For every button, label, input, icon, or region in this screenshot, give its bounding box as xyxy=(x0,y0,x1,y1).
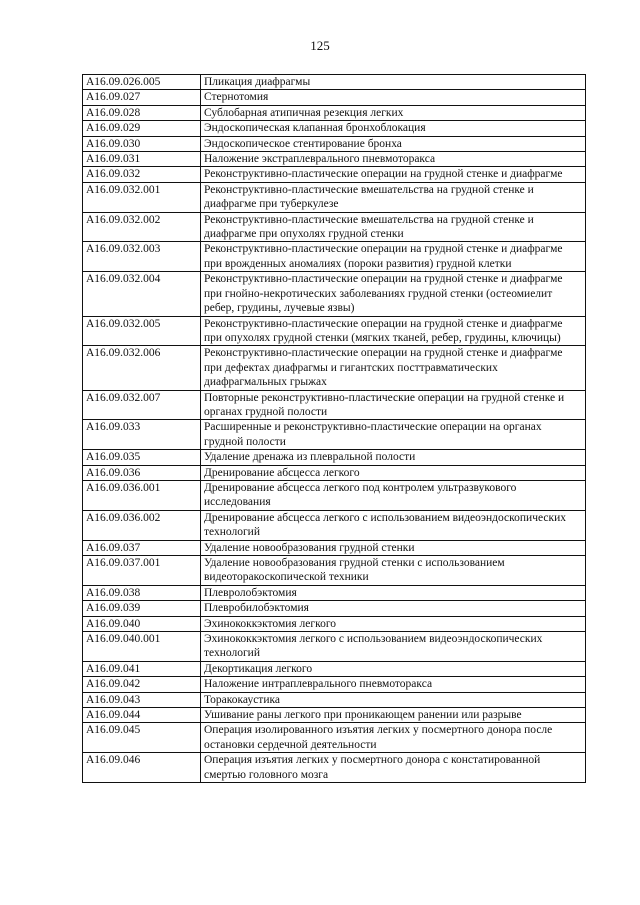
procedure-code: A16.09.036.001 xyxy=(83,480,201,510)
procedure-name: Удаление дренажа из плевральной полости xyxy=(201,450,586,465)
procedure-name: Ушивание раны легкого при проникающем ранении или разрыве xyxy=(201,708,586,723)
procedure-name: Эхинококкэктомия легкого xyxy=(201,616,586,631)
procedure-code: A16.09.046 xyxy=(83,753,201,783)
procedure-name: Дренирование абсцесса легкого xyxy=(201,465,586,480)
procedure-codes-table xyxy=(82,74,586,783)
table-row xyxy=(83,167,586,182)
procedure-name: Реконструктивно-пластические операции на грудной стенке и диафрагме xyxy=(201,167,586,182)
procedure-code: A16.09.041 xyxy=(83,661,201,676)
procedure-code: A16.09.030 xyxy=(83,136,201,151)
table-row xyxy=(83,632,586,662)
procedure-name: Расширенные и реконструктивно-пластические операции на органах грудной полости xyxy=(201,420,586,450)
table-row xyxy=(83,105,586,120)
procedure-name: Реконструктивно-пластические операции на грудной стенке и диафрагме при дефектах диафрагмы и гигантских посттравматических диафрагмальных грыжах xyxy=(201,346,586,390)
procedure-code: A16.09.032 xyxy=(83,167,201,182)
table-row xyxy=(83,242,586,272)
table-body xyxy=(83,75,586,783)
procedure-name: Стернотомия xyxy=(201,90,586,105)
procedure-name: Реконструктивно-пластические операции на грудной стенке и диафрагме при врожденных аномалиях (пороки развития) грудной клетки xyxy=(201,242,586,272)
table-row xyxy=(83,753,586,783)
table-row xyxy=(83,390,586,420)
procedure-code: A16.09.029 xyxy=(83,121,201,136)
procedure-name: Операция изъятия легких у посмертного донора с констатированной смертью головного мозга xyxy=(201,753,586,783)
table-row xyxy=(83,692,586,707)
procedure-code: A16.09.038 xyxy=(83,585,201,600)
procedure-name: Наложение интраплеврального пневмоторакса xyxy=(201,677,586,692)
procedure-name: Реконструктивно-пластические вмешательства на грудной стенке и диафрагме при туберкулезе xyxy=(201,182,586,212)
procedure-name: Эндоскопическая клапанная бронхоблокация xyxy=(201,121,586,136)
procedure-code: A16.09.035 xyxy=(83,450,201,465)
table-row xyxy=(83,723,586,753)
procedure-name: Реконструктивно-пластические вмешательства на грудной стенке и диафрагме при опухолях грудной стенки xyxy=(201,212,586,242)
table-row xyxy=(83,136,586,151)
procedure-name: Реконструктивно-пластические операции на грудной стенке и диафрагме при гнойно-некротических заболеваниях грудной стенки (остеомиелит ребер, грудины, лучевые язвы) xyxy=(201,272,586,316)
procedure-code: A16.09.033 xyxy=(83,420,201,450)
table-row xyxy=(83,601,586,616)
table-row xyxy=(83,677,586,692)
table-row xyxy=(83,346,586,390)
procedure-name: Повторные реконструктивно-пластические операции на грудной стенке и органах грудной полости xyxy=(201,390,586,420)
table-row xyxy=(83,272,586,316)
table-row xyxy=(83,465,586,480)
procedure-name: Декортикация легкого xyxy=(201,661,586,676)
procedure-name: Плевробилобэктомия xyxy=(201,601,586,616)
procedure-code: A16.09.027 xyxy=(83,90,201,105)
procedure-code: A16.09.040.001 xyxy=(83,632,201,662)
procedure-code: A16.09.040 xyxy=(83,616,201,631)
procedure-code: A16.09.039 xyxy=(83,601,201,616)
table-row xyxy=(83,708,586,723)
table-row xyxy=(83,182,586,212)
table-row xyxy=(83,480,586,510)
procedure-code: A16.09.032.005 xyxy=(83,316,201,346)
table-row xyxy=(83,540,586,555)
procedure-code: A16.09.044 xyxy=(83,708,201,723)
procedure-code: A16.09.037.001 xyxy=(83,556,201,586)
procedure-code: A16.09.031 xyxy=(83,152,201,167)
procedure-name: Сублобарная атипичная резекция легких xyxy=(201,105,586,120)
procedure-name: Наложение экстраплеврального пневмоторакса xyxy=(201,152,586,167)
procedure-code: A16.09.042 xyxy=(83,677,201,692)
procedure-name: Эхинококкэктомия легкого с использованием видеоэндоскопических технологий xyxy=(201,632,586,662)
procedure-name: Торакокаустика xyxy=(201,692,586,707)
table-row xyxy=(83,450,586,465)
procedure-code: A16.09.032.001 xyxy=(83,182,201,212)
procedure-code: A16.09.043 xyxy=(83,692,201,707)
table-row xyxy=(83,585,586,600)
procedure-code: A16.09.032.004 xyxy=(83,272,201,316)
table-row xyxy=(83,121,586,136)
table-row xyxy=(83,616,586,631)
procedure-name: Удаление новообразования грудной стенки с использованием видеоторакоскопической техники xyxy=(201,556,586,586)
table-row xyxy=(83,90,586,105)
procedure-code: A16.09.026.005 xyxy=(83,75,201,90)
table-row xyxy=(83,420,586,450)
procedure-code: A16.09.032.007 xyxy=(83,390,201,420)
procedure-name: Эндоскопическое стентирование бронха xyxy=(201,136,586,151)
procedure-code: A16.09.037 xyxy=(83,540,201,555)
procedure-name: Пликация диафрагмы xyxy=(201,75,586,90)
table-row xyxy=(83,212,586,242)
procedure-code: A16.09.036.002 xyxy=(83,510,201,540)
table-row xyxy=(83,152,586,167)
procedure-code: A16.09.032.003 xyxy=(83,242,201,272)
table-row xyxy=(83,556,586,586)
table-row xyxy=(83,510,586,540)
table-row xyxy=(83,661,586,676)
procedure-name: Операция изолированного изъятия легких у посмертного донора после остановки сердечной деятельности xyxy=(201,723,586,753)
table-row xyxy=(83,75,586,90)
procedure-name: Реконструктивно-пластические операции на грудной стенке и диафрагме при опухолях грудной стенки (мягких тканей, ребер, грудины, ключицы) xyxy=(201,316,586,346)
procedure-code: A16.09.032.002 xyxy=(83,212,201,242)
procedure-name: Плевролобэктомия xyxy=(201,585,586,600)
procedure-code: A16.09.036 xyxy=(83,465,201,480)
procedure-name: Дренирование абсцесса легкого с использованием видеоэндоскопических технологий xyxy=(201,510,586,540)
page-number: 125 xyxy=(310,38,330,53)
table-row xyxy=(83,316,586,346)
procedure-name: Дренирование абсцесса легкого под контролем ультразвукового исследования xyxy=(201,480,586,510)
procedure-code: A16.09.032.006 xyxy=(83,346,201,390)
procedure-name: Удаление новообразования грудной стенки xyxy=(201,540,586,555)
procedure-code: A16.09.045 xyxy=(83,723,201,753)
procedure-code: A16.09.028 xyxy=(83,105,201,120)
